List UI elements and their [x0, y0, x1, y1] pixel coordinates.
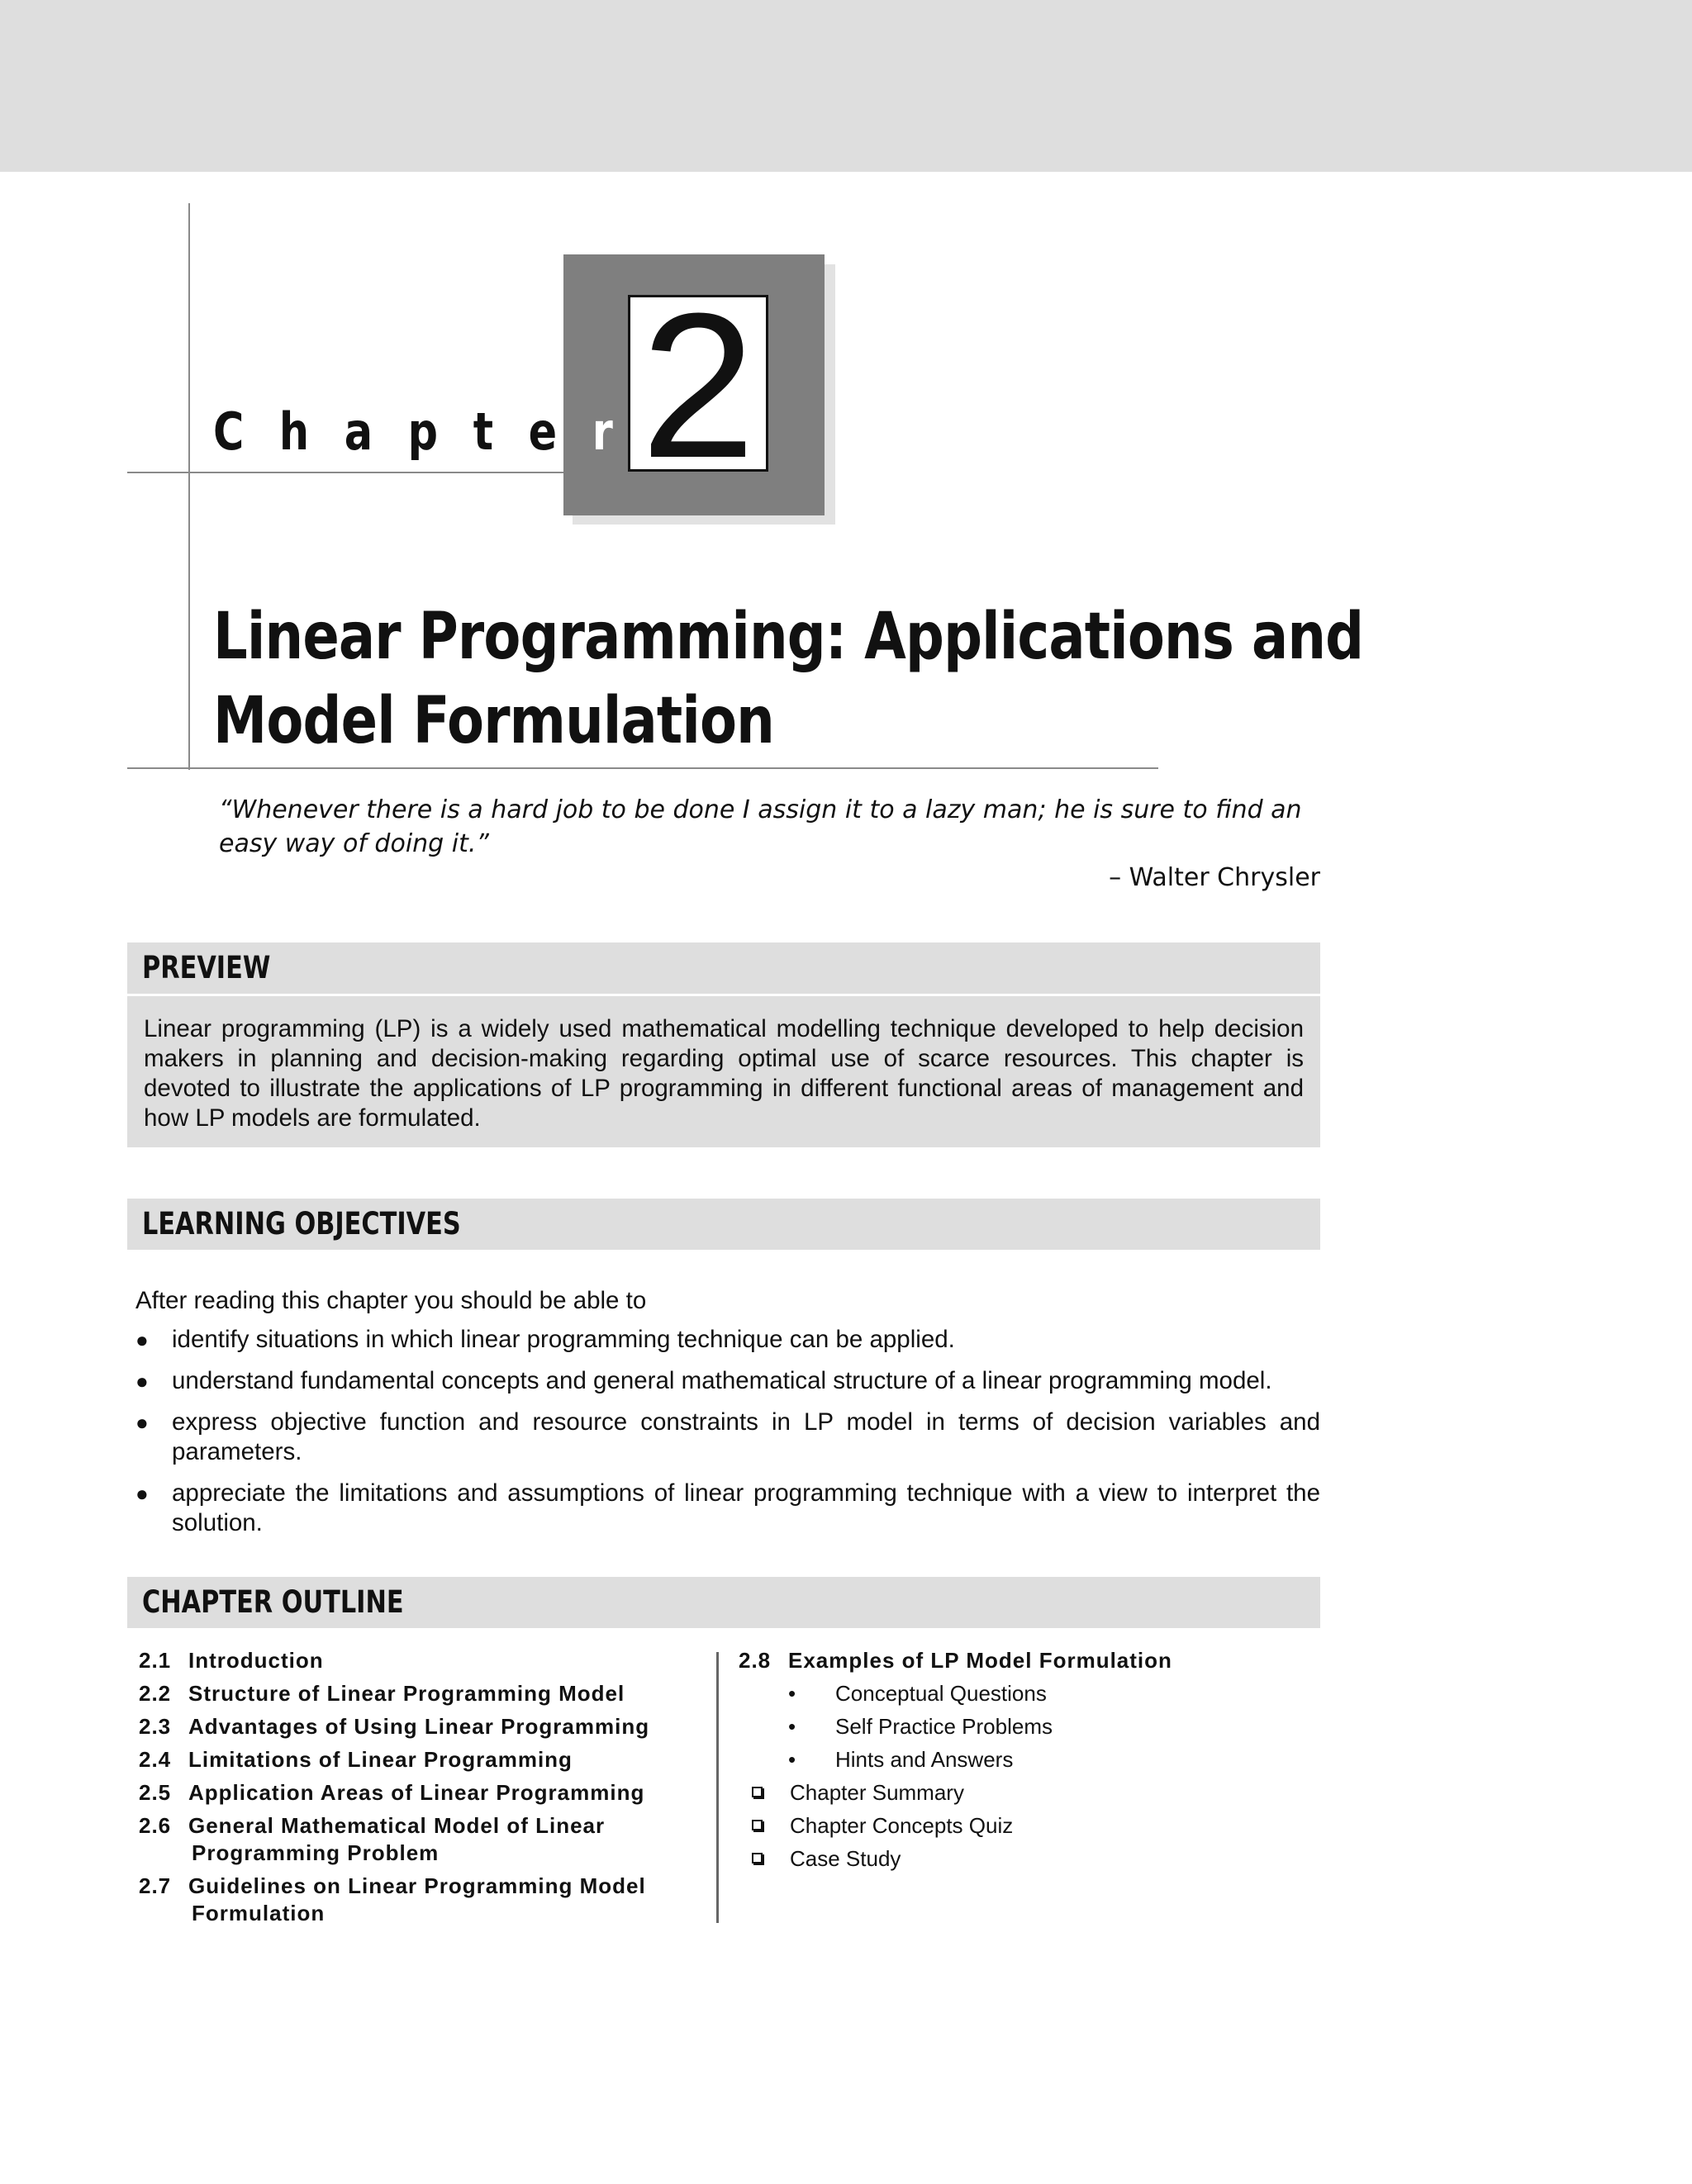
objective-text: identify situations in which linear programming technique can be applied. [172, 1326, 955, 1353]
outline-number: 2.6 [139, 1813, 172, 1838]
outline-heading-text: CHAPTER OUTLINE [142, 1584, 404, 1620]
chapter-title-line: Linear Programming: Applications and [213, 600, 1364, 674]
outline-text-block [139, 1873, 676, 1927]
outline-text-continued: Formulation [192, 1901, 326, 1925]
preview-heading [127, 942, 1320, 994]
objective-text: express objective function and resource constraints in LP model in terms of decision variables and parameters. [172, 1408, 1320, 1465]
outline-number: 2.2 [139, 1681, 172, 1706]
outline-number: 2.7 [139, 1873, 172, 1898]
objective-item [135, 1325, 1320, 1355]
chapter-letter: t [473, 401, 493, 462]
objective-text: understand fundamental concepts and general mathematical structure of a linear programming model. [172, 1367, 1272, 1394]
objectives-heading-text: LEARNING OBJECTIVES [142, 1206, 461, 1242]
chapter-letter: h [278, 401, 310, 462]
chapter-title-line: Model Formulation [213, 684, 774, 758]
outline-item [139, 1647, 676, 1674]
outline-item [139, 1713, 676, 1740]
outline-boxed-item [739, 1845, 1317, 1873]
outline-subitem [739, 1680, 1317, 1707]
outline-text: Application Areas of Linear Programming [188, 1780, 645, 1805]
outline-item [139, 1873, 676, 1927]
outline-number: 2.1 [139, 1648, 172, 1673]
objectives-list [135, 1325, 1320, 1550]
outline-number: 2.8 [739, 1648, 772, 1673]
chapter-number: 2 [628, 295, 768, 472]
chapter-word [213, 403, 613, 461]
outline-text: Guidelines on Linear Programming Model [188, 1873, 646, 1898]
top-band [0, 0, 1692, 172]
checkbox-square-icon [752, 1787, 763, 1797]
outline-boxed-item [739, 1812, 1317, 1840]
outline-text: Limitations of Linear Programming [188, 1747, 573, 1772]
outline-number: 2.3 [139, 1714, 172, 1739]
outline-text: General Mathematical Model of Linear [188, 1813, 606, 1838]
outline-boxed-text: Chapter Summary [790, 1780, 964, 1805]
outline-item [139, 1812, 676, 1867]
bullet-icon: ● [135, 1481, 149, 1506]
bullet-icon: • [788, 1747, 796, 1772]
outline-boxed-text: Case Study [790, 1846, 901, 1871]
chapter-letter: C [213, 401, 245, 462]
checkbox-square-icon [752, 1853, 763, 1864]
outline-subitem-text: Hints and Answers [835, 1747, 1014, 1772]
title-rule [127, 767, 1158, 769]
outline-text: Advantages of Using Linear Programming [188, 1714, 650, 1739]
outline-boxed-text: Chapter Concepts Quiz [790, 1813, 1014, 1838]
chapter-rule [127, 472, 595, 473]
checkbox-square-icon [752, 1820, 763, 1830]
outline-boxed-item [739, 1779, 1317, 1807]
outline-number: 2.4 [139, 1747, 172, 1772]
outline-item [739, 1647, 1317, 1674]
outline-text: Examples of LP Model Formulation [788, 1648, 1172, 1673]
outline-subitem-text: Conceptual Questions [835, 1681, 1047, 1706]
epigraph-author: – Walter Chrysler [1109, 863, 1320, 892]
chapter-letter: e [528, 401, 558, 462]
preview-body: Linear programming (LP) is a widely used mathematical modelling technique developed to help decision makers in planning and decision-making regarding optimal use of scarce resources. This chapter is devoted to illustrate the applications of LP programming in different functional areas of management and how LP models are formulated. [127, 996, 1320, 1147]
outline-text: Introduction [188, 1648, 324, 1673]
chapter-title [213, 595, 1364, 763]
outline-heading [127, 1577, 1320, 1628]
outline-item [139, 1779, 676, 1807]
outline-text: Structure of Linear Programming Model [188, 1681, 625, 1706]
bullet-icon: ● [135, 1410, 149, 1435]
objectives-heading [127, 1199, 1320, 1250]
bullet-icon: ● [135, 1369, 149, 1393]
chapter-letter: r [592, 401, 613, 462]
chapter-letter: p [407, 401, 439, 462]
outline-left-column [139, 1647, 676, 1933]
outline-subitem-text: Self Practice Problems [835, 1714, 1053, 1739]
outline-text-block [139, 1812, 676, 1867]
objective-item [135, 1408, 1320, 1467]
bullet-icon: • [788, 1681, 796, 1706]
preview-heading-text: PREVIEW [142, 950, 271, 985]
objective-item [135, 1366, 1320, 1396]
chapter-letter: a [344, 401, 373, 462]
objective-text: appreciate the limitations and assumptions of linear programming technique with a view to interpret the solution. [172, 1479, 1320, 1536]
vertical-rule [188, 203, 190, 770]
outline-number: 2.5 [139, 1780, 172, 1805]
outline-subitem [739, 1713, 1317, 1740]
outline-text-continued: Programming Problem [192, 1840, 440, 1865]
objectives-intro: After reading this chapter you should be able to [135, 1287, 647, 1314]
outline-item [139, 1680, 676, 1707]
outline-right-column [739, 1647, 1317, 1878]
outline-item [139, 1746, 676, 1773]
epigraph-quote: “Whenever there is a hard job to be done I assign it to a lazy man; he is sure to find an easy way of doing it.” [219, 795, 1302, 858]
outline-subitem [739, 1746, 1317, 1773]
bullet-icon: • [788, 1714, 796, 1739]
bullet-icon: ● [135, 1327, 149, 1352]
objective-item [135, 1479, 1320, 1538]
outline-divider [716, 1652, 719, 1923]
